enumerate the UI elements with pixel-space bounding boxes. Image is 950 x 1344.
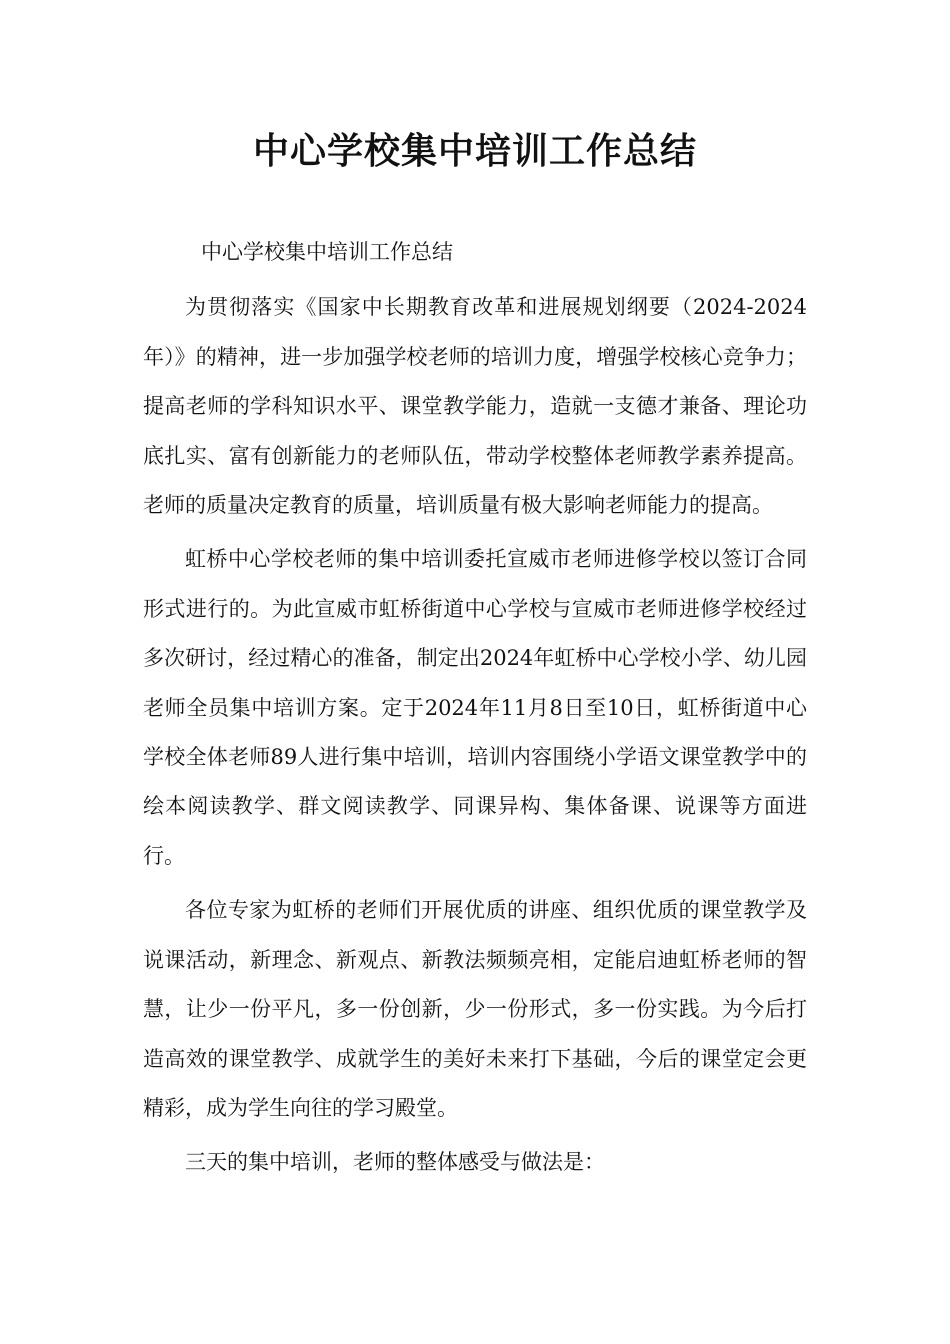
document-subtitle: 中心学校集中培训工作总结 (201, 240, 453, 264)
document-title: 中心学校集中培训工作总结 (252, 131, 697, 172)
document-body (143, 228, 807, 1193)
paragraph: 为贯彻落实《国家中长期教育改革和进展规划纲要（2024-2024年）》的精神，进一步加强学校老师的培训力度，增强学校核心竞争力；提高老师的学科知识水平、课堂教学能力，造就一支德才兼备、理论功底扎实、富有创新能力的老师队伍，带动学校整体老师教学素养提高。老师的质量决定教育的质量，培训质量有极大影响老师能力的提高。 (143, 295, 807, 518)
paragraph: 虹桥中心学校老师的集中培训委托宣威市老师进修学校以签订合同形式进行的。为此宣威市虹桥街道中心学校与宣威市老师进修学校经过多次研讨，经过精心的准备，制定出2024年虹桥中心学校小学、幼儿园老师全员集中培训方案。定于2024年11月8日至10日，虹桥街道中心学校全体老师89人进行集中培训，培训内容围绕小学语文课堂教学中的绘本阅读教学、群文阅读教学、同课异构、集体备课、说课等方面进行。 (143, 547, 807, 868)
paragraph: 各位专家为虹桥的老师们开展优质的讲座、组织优质的课堂教学及说课活动，新理念、新观点、新教法频频亮相，定能启迪虹桥老师的智慧，让少一份平凡，多一份创新，少一份形式，多一份实践。为今后打造高效的课堂教学、成就学生的美好未来打下基础，今后的课堂定会更精彩，成为学生向往的学习殿堂。 (143, 898, 807, 1120)
paragraph: 三天的集中培训，老师的整体感受与做法是： (185, 1150, 605, 1175)
